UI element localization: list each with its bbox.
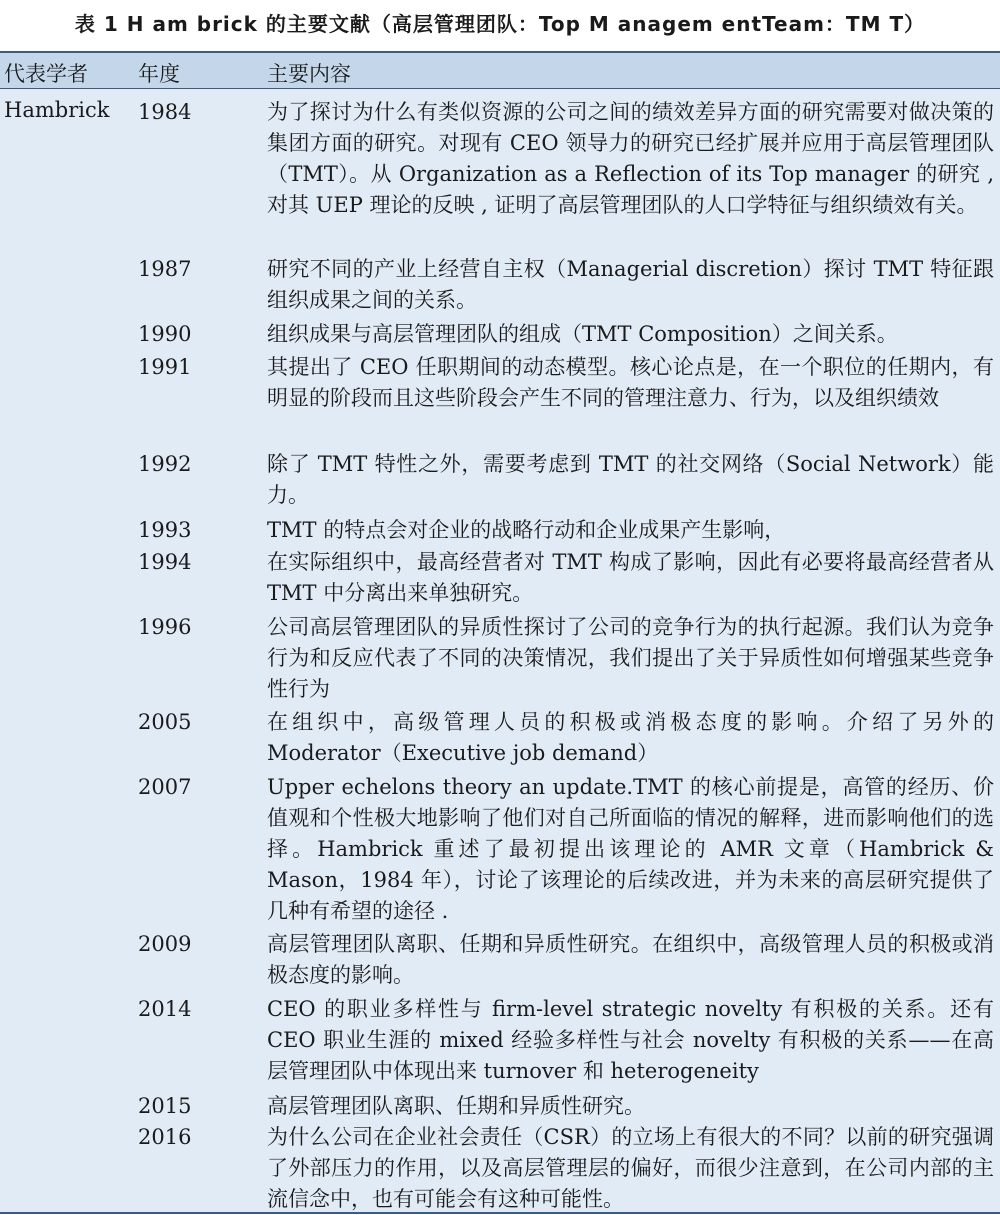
year-cell: 2014 bbox=[138, 997, 192, 1021]
year-cell: 2016 bbox=[138, 1125, 192, 1149]
content-cell: 在组织中，高级管理人员的积极或消极态度的影响。介绍了另外的 Moderator（Executive job demand） bbox=[267, 710, 994, 765]
table-title: 表 1 H am brick 的主要文献（高层管理团队：Top M anagem entTeam：TM T） bbox=[74, 11, 926, 36]
content-cell: 为什么公司在企业社会责任（CSR）的立场上有很大的不同？以前的研究强调了外部压力的作用，以及高层管理层的偏好，而很少注意到，在公司内部的主流信念中，也有可能会有这种可能性。 bbox=[267, 1125, 994, 1211]
year-cell: 1994 bbox=[138, 550, 192, 574]
content-cell: 其提出了 CEO 任职期间的动态模型。核心论点是，在一个职位的任期内，有明显的阶段而且这些阶段会产生不同的管理注意力、行为，以及组织绩效 bbox=[267, 355, 994, 410]
content-cell: 公司高层管理团队的异质性探讨了公司的竞争行为的执行起源。我们认为竞争行为和反应代表了不同的决策情况，我们提出了关于异质性如何增强某些竞争性行为 bbox=[267, 615, 994, 701]
content-cell: 高层管理团队离职、任期和异质性研究。 bbox=[267, 1094, 645, 1118]
year-cell: 1984 bbox=[138, 100, 192, 124]
year-cell: 1993 bbox=[138, 518, 192, 542]
content-cell: 组织成果与高层管理团队的组成（TMT Composition）之间关系。 bbox=[267, 322, 898, 346]
header-author: 代表学者 bbox=[4, 62, 88, 86]
content-cell: 研究不同的产业上经营自主权（Managerial discretion）探讨 TMT 特征跟组织成果之间的关系。 bbox=[267, 257, 994, 312]
year-cell: 1987 bbox=[138, 257, 192, 281]
content-cell: 为了探讨为什么有类似资源的公司之间的绩效差异方面的研究需要对做决策的集团方面的研究。对现有 CEO 领导力的研究已经扩展并应用于高层管理团队（TMT）。从 Organization as a Reflection of its Top manager 的研究 , 对其 UEP 理论的反映 , 证明了高层管理团队的人口学特征与组织绩效有关。 bbox=[267, 100, 994, 217]
year-cell: 1990 bbox=[138, 322, 192, 346]
year-cell: 2009 bbox=[138, 932, 192, 956]
header-content: 主要内容 bbox=[267, 62, 351, 86]
header-year: 年度 bbox=[138, 62, 180, 86]
author-cell: Hambrick bbox=[4, 98, 110, 122]
year-cell: 2007 bbox=[138, 775, 192, 799]
year-cell: 1996 bbox=[138, 615, 192, 639]
content-cell: TMT 的特点会对企业的战略行动和企业成果产生影响， bbox=[267, 518, 786, 542]
year-cell: 2015 bbox=[138, 1094, 192, 1118]
content-cell: Upper echelons theory an update.TMT 的核心前提是，高管的经历、价值观和个性极大地影响了他们对自己所面临的情况的解释，进而影响他们的选择。Hambrick 重述了最初提出该理论的 AMR 文章（Hambrick & Mason，1984 年），讨论了该理论的后续改进，并为未来的高层研究提供了几种有希望的途径 . bbox=[267, 775, 994, 923]
content-cell: 除了 TMT 特性之外，需要考虑到 TMT 的社交网络（Social Network）能力。 bbox=[267, 452, 994, 507]
year-cell: 1992 bbox=[138, 452, 192, 476]
year-cell: 2005 bbox=[138, 710, 192, 734]
year-cell: 1991 bbox=[138, 355, 192, 379]
content-cell: CEO 的职业多样性与 firm-level strategic novelty 有积极的关系。还有 CEO 职业生涯的 mixed 经验多样性与社会 novelty 有积极的关系——在高层管理团队中体现出来 turnover 和 heterogeneity bbox=[267, 997, 994, 1083]
literature-table bbox=[0, 51, 1000, 1214]
content-cell: 高层管理团队离职、任期和异质性研究。在组织中，高级管理人员的积极或消极态度的影响。 bbox=[267, 932, 994, 987]
content-cell: 在实际组织中，最高经营者对 TMT 构成了影响，因此有必要将最高经营者从 TMT 中分离出来单独研究。 bbox=[267, 550, 994, 605]
table-header bbox=[0, 53, 1000, 89]
